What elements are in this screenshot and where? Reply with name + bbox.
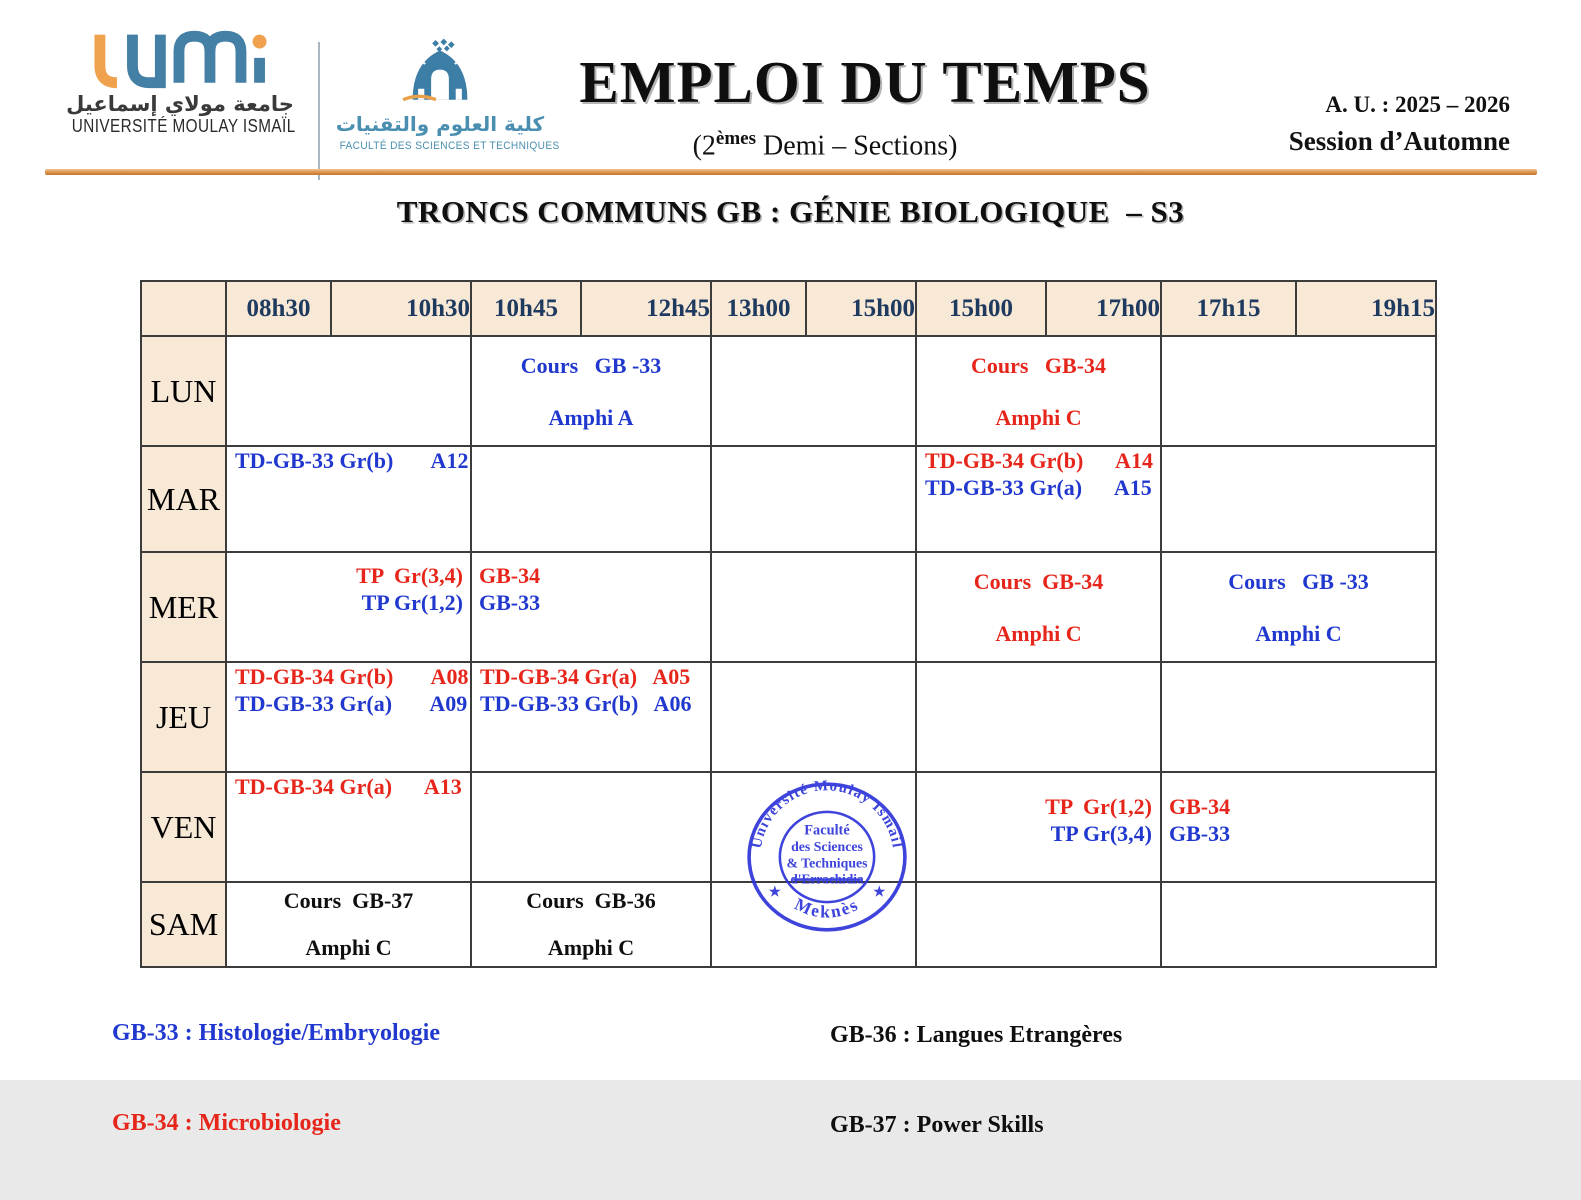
page-subtitle xyxy=(535,128,1115,162)
cell-mar-1045 xyxy=(471,446,711,552)
academic-year-block xyxy=(1215,92,1510,157)
umi-arabic-name: جامعة مولاي إسماعيل xyxy=(66,92,294,116)
cell-jeu-1045 xyxy=(471,662,711,772)
cell-lun-1045 xyxy=(471,336,711,446)
subtitle-sup: èmes xyxy=(715,128,756,149)
fst-kasbah-icon xyxy=(399,28,481,114)
subtitle-rest: Demi – Sections) xyxy=(756,130,958,162)
umi-latin-name: UNIVERSITÉ MOULAY ISMAÏL xyxy=(71,116,296,136)
cell-jeu-1300 xyxy=(711,662,916,772)
room-entry: Amphi C xyxy=(305,935,392,960)
day-label-ven: VEN xyxy=(141,772,226,882)
course-entry: GB-34 xyxy=(479,563,541,588)
day-label-sam: SAM xyxy=(141,882,226,967)
cell-ven-0830 xyxy=(226,772,471,882)
course-entry: TP Gr(3,4) xyxy=(1050,821,1152,846)
course-entry: TD-GB-34 Gr(a) A05 xyxy=(480,664,691,689)
cell-lun-1300 xyxy=(711,336,916,446)
umi-logo-icon xyxy=(73,30,288,92)
stamp-center-line2: des Sciences xyxy=(791,838,863,854)
course-entry: Cours GB-34 xyxy=(970,353,1107,378)
course-entry: TD-GB-34 Gr(a) A13 xyxy=(235,774,462,799)
time-1500b: 15h00 xyxy=(916,281,1046,336)
fst-logo-block xyxy=(330,28,560,154)
cell-lun-1715 xyxy=(1161,336,1436,446)
section-title: TRONCS COMMUNS GB : GÉNIE BIOLOGIQUE – S3 xyxy=(396,194,1185,229)
room-entry: Amphi A xyxy=(548,405,634,430)
cell-mar-1715 xyxy=(1161,446,1436,552)
room-entry: Amphi C xyxy=(995,621,1082,646)
stamp-center-line3: & Techniques xyxy=(786,855,868,871)
room-entry: Amphi C xyxy=(995,405,1082,430)
cell-sam-1715 xyxy=(1161,882,1436,967)
time-1500a: 15h00 xyxy=(806,281,916,336)
row-mar xyxy=(141,446,1436,552)
cell-lun-1500 xyxy=(916,336,1161,446)
row-mer xyxy=(141,552,1436,662)
cell-mar-1300 xyxy=(711,446,916,552)
cell-mar-0830 xyxy=(226,446,471,552)
cell-lun-0830 xyxy=(226,336,471,446)
legend-gb36: GB-36 : Langues Etrangères xyxy=(830,1022,1123,1048)
stamp-star-left: ★ xyxy=(768,883,781,899)
academic-year: A. U. : 2025 – 2026 xyxy=(1325,92,1510,117)
fst-arabic-name: كلية العلوم والتقنيات xyxy=(335,112,545,136)
legend-gb34: GB-34 : Microbiologie xyxy=(112,1110,341,1136)
course-entry: Cours GB-36 xyxy=(526,888,656,913)
cell-ven-1715 xyxy=(1161,772,1436,882)
session-label: Session d’Automne xyxy=(1288,126,1510,156)
svg-text:Meknès xyxy=(792,894,863,922)
course-entry: TD-GB-33 Gr(b) A12 xyxy=(235,448,469,473)
course-entry: TD-GB-33 Gr(a) A09 xyxy=(235,691,468,716)
course-entry: TD-GB-34 Gr(b) A14 xyxy=(925,448,1153,473)
time-1915: 19h15 xyxy=(1296,281,1436,336)
course-entry: GB-33 xyxy=(1169,821,1231,846)
cell-sam-1500 xyxy=(916,882,1161,967)
stamp-bottom-text: Meknès xyxy=(791,893,863,922)
legend-right xyxy=(830,960,1122,1200)
time-header-row xyxy=(141,281,1436,336)
cell-ven-1500 xyxy=(916,772,1161,882)
course-entry: GB-34 xyxy=(1169,794,1231,819)
course-entry: GB-33 xyxy=(479,590,541,615)
umi-logo-block xyxy=(52,30,308,137)
course-entry: TP Gr(1,2) xyxy=(361,590,463,615)
room-entry: Amphi C xyxy=(1255,621,1342,646)
stamp-center-line1: Faculté xyxy=(804,822,850,839)
time-1030: 10h30 xyxy=(331,281,471,336)
university-stamp xyxy=(745,780,909,934)
legend-left xyxy=(112,958,440,1198)
row-jeu xyxy=(141,662,1436,772)
header-rule xyxy=(45,169,1537,175)
cell-mer-1045 xyxy=(471,552,711,662)
course-entry: TP Gr(3,4) xyxy=(356,563,463,588)
cell-mer-1715 xyxy=(1161,552,1436,662)
cell-mer-1300 xyxy=(711,552,916,662)
day-label-mar: MAR xyxy=(141,446,226,552)
subtitle-open: (2 xyxy=(692,130,716,162)
course-entry: Cours GB -33 xyxy=(1228,569,1369,594)
course-entry: TD-GB-33 Gr(a) A15 xyxy=(925,475,1152,500)
cell-mer-0830 xyxy=(226,552,471,662)
cell-sam-0830 xyxy=(226,882,471,967)
time-1045: 10h45 xyxy=(471,281,581,336)
row-lun xyxy=(141,336,1436,446)
legend-gb33: GB-33 : Histologie/Embryologie xyxy=(112,1020,440,1046)
course-entry: TD-GB-34 Gr(b) A08 xyxy=(235,664,469,689)
time-1715: 17h15 xyxy=(1161,281,1296,336)
cell-ven-1045 xyxy=(471,772,711,882)
cell-jeu-0830 xyxy=(226,662,471,772)
time-0830: 08h30 xyxy=(226,281,331,336)
cell-jeu-1500 xyxy=(916,662,1161,772)
time-1700: 17h00 xyxy=(1046,281,1161,336)
course-entry: Cours GB-34 xyxy=(973,569,1104,594)
stamp-star-right: ★ xyxy=(873,883,886,899)
room-entry: Amphi C xyxy=(547,935,635,960)
fst-latin-name: FACULTÉ DES SCIENCES ET TECHNIQUES xyxy=(339,140,560,152)
cell-mer-1500 xyxy=(916,552,1161,662)
course-entry: TP Gr(1,2) xyxy=(1045,794,1152,819)
day-label-mer: MER xyxy=(141,552,226,662)
page-title: EMPLOI DU TEMPS xyxy=(579,49,1151,115)
stamp-ring-text: Université Moulay Ismail xyxy=(748,780,906,850)
course-entry: TD-GB-33 Gr(b) A06 xyxy=(480,691,692,716)
stamp-center-line4: d'Errachidia xyxy=(790,871,864,887)
course-entry: Cours GB -33 xyxy=(520,353,662,378)
day-label-jeu: JEU xyxy=(141,662,226,772)
cell-mar-1500 xyxy=(916,446,1161,552)
logo-divider xyxy=(318,42,320,180)
legend-gb37: GB-37 : Power Skills xyxy=(830,1112,1044,1138)
course-entry: Cours GB-37 xyxy=(283,888,414,913)
corner-cell xyxy=(141,281,226,336)
day-label-lun: LUN xyxy=(141,336,226,446)
cell-jeu-1715 xyxy=(1161,662,1436,772)
time-1300: 13h00 xyxy=(711,281,806,336)
time-1245: 12h45 xyxy=(581,281,711,336)
cell-sam-1045 xyxy=(471,882,711,967)
